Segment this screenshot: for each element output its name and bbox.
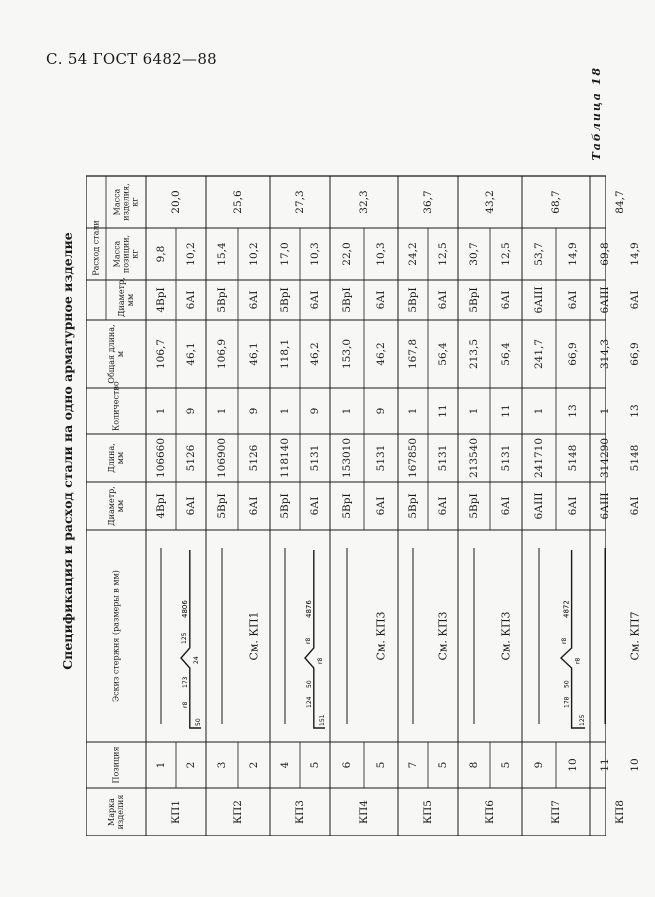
table-label: Таблица 18 <box>590 66 603 161</box>
row-quantity: 1 <box>468 407 480 415</box>
kp1-rod-sketch <box>181 550 202 728</box>
row-quantity: 9 <box>248 407 260 415</box>
item-mass: 36,7 <box>422 190 434 214</box>
row-position: 1 <box>155 761 167 769</box>
row-position: 9 <box>533 761 545 769</box>
row-length: 5148 <box>629 444 641 472</box>
scheme-ref: См. КП3 <box>436 611 450 661</box>
scheme-ref: См. КП1 <box>247 611 261 661</box>
row-usage-diameter: 5ВрI <box>468 287 480 313</box>
row-position: 4 <box>279 761 291 769</box>
row-diameter: 6АI <box>567 496 579 516</box>
dim-label: r8 <box>561 637 568 644</box>
item-mark: КП7 <box>550 800 562 824</box>
header-usage-mass: Масса позиции, кг <box>112 234 140 274</box>
row-length: 213540 <box>468 437 480 479</box>
row-length: 5131 <box>500 444 512 472</box>
row-usage-diameter: 5ВрI <box>407 287 419 313</box>
row-usage-diameter: 5ВрI <box>279 287 291 313</box>
dim-label: 173 <box>181 676 189 688</box>
item-mark: КП3 <box>294 800 306 824</box>
row-diameter: 5ВрI <box>407 493 419 519</box>
row-usage-diameter: 4ВрI <box>155 287 167 313</box>
row-diameter: 6АIII <box>599 492 611 520</box>
scheme-ref: См. КП7 <box>628 611 642 661</box>
dim-label: 178 <box>563 696 571 708</box>
dim-label: r8 <box>305 637 312 644</box>
row-usage-diameter: 6АI <box>437 290 449 310</box>
row-quantity: 13 <box>567 404 579 418</box>
row-position: 11 <box>599 758 611 772</box>
row-usage-mass: 10,2 <box>185 242 197 266</box>
row-usage-mass: 17,0 <box>279 242 291 266</box>
row-usage-diameter: 6АI <box>629 290 641 310</box>
row-quantity: 9 <box>185 407 197 415</box>
dim-main: 4806 <box>180 600 189 618</box>
row-diameter: 6АIII <box>533 492 545 520</box>
row-quantity: 1 <box>279 407 291 415</box>
row-diameter: 6АI <box>629 496 641 516</box>
row-total-length: 106,7 <box>155 338 167 370</box>
item-mark: КП8 <box>614 800 626 824</box>
row-quantity: 1 <box>407 407 419 415</box>
row-position: 3 <box>216 761 228 769</box>
row-total-length: 153,0 <box>341 338 353 370</box>
scheme-ref: См. КП3 <box>499 611 513 661</box>
row-total-length: 314,3 <box>599 338 611 370</box>
row-position: 10 <box>629 758 641 772</box>
row-quantity: 1 <box>216 407 228 415</box>
row-length: 5148 <box>567 444 579 472</box>
row-length: 5131 <box>437 444 449 472</box>
row-usage-mass: 24,2 <box>407 242 419 266</box>
dim-label: 24 <box>192 656 200 664</box>
header-position: Позиция <box>111 746 121 784</box>
row-quantity: 9 <box>375 407 387 415</box>
dim-label: r8 <box>316 657 324 664</box>
row-usage-diameter: 6АI <box>375 290 387 310</box>
row-quantity: 1 <box>533 407 545 415</box>
row-quantity: 11 <box>500 404 512 418</box>
row-position: 8 <box>468 761 480 769</box>
row-position: 5 <box>500 761 512 769</box>
row-diameter: 6АI <box>185 496 197 516</box>
row-usage-diameter: 6АI <box>500 290 512 310</box>
row-usage-mass: 14,9 <box>629 242 641 266</box>
item-mass: 20,0 <box>170 190 182 214</box>
page-header: С. 54 ГОСТ 6482—88 <box>46 50 218 68</box>
row-length: 5131 <box>309 444 321 472</box>
row-diameter: 5ВрI <box>468 493 480 519</box>
dim-label: 50 <box>305 680 313 688</box>
item-mark: КП5 <box>422 800 434 824</box>
header-scheme: Эскиз стержня (размеры в мм) <box>111 570 121 702</box>
row-length: 5126 <box>248 444 260 472</box>
row-total-length: 106,9 <box>216 338 228 370</box>
row-diameter: 5ВрI <box>216 493 228 519</box>
header-total-length: Общая длина, м <box>107 324 125 384</box>
kp3-rod-sketch <box>305 550 326 728</box>
dim-main: 4876 <box>304 600 313 618</box>
row-quantity: 13 <box>629 404 641 418</box>
row-usage-mass: 12,5 <box>500 242 512 266</box>
row-quantity: 1 <box>341 407 353 415</box>
row-usage-mass: 15,4 <box>216 242 228 266</box>
row-usage-mass: 10,3 <box>309 242 321 266</box>
item-mark: КП1 <box>170 800 182 824</box>
row-diameter: 6АI <box>248 496 260 516</box>
row-length: 167850 <box>407 437 419 479</box>
scheme-ref: См. КП3 <box>374 611 388 661</box>
row-usage-mass: 14,9 <box>567 242 579 266</box>
item-mass: 68,7 <box>550 190 562 214</box>
dim-label: 50 <box>195 718 202 726</box>
row-total-length: 66,9 <box>629 342 641 366</box>
row-length: 314290 <box>599 437 611 479</box>
dim-label: r8 <box>181 701 189 708</box>
row-position: 2 <box>248 761 260 769</box>
row-position: 2 <box>185 761 197 769</box>
row-position: 5 <box>309 761 321 769</box>
row-usage-diameter: 6АI <box>567 290 579 310</box>
row-total-length: 241,7 <box>533 338 545 370</box>
row-total-length: 46,1 <box>185 342 197 366</box>
row-total-length: 167,8 <box>407 338 419 370</box>
row-usage-mass: 53,7 <box>533 242 545 266</box>
item-mark: КП4 <box>358 800 370 824</box>
row-position: 6 <box>341 761 353 769</box>
header-quantity: Количество <box>111 381 121 431</box>
dim-label: 50 <box>563 680 571 688</box>
row-position: 7 <box>407 761 419 769</box>
row-position: 10 <box>567 758 579 772</box>
row-length: 118140 <box>279 437 291 479</box>
item-mass: 43,2 <box>484 190 496 214</box>
row-total-length: 56,4 <box>500 342 512 366</box>
row-usage-mass: 12,5 <box>437 242 449 266</box>
row-position: 5 <box>375 761 387 769</box>
item-mass: 27,3 <box>294 190 306 214</box>
row-length: 106900 <box>216 437 228 479</box>
header-diameter: Диаметр, мм <box>107 486 125 526</box>
row-usage-mass: 10,2 <box>248 242 260 266</box>
row-quantity: 9 <box>309 407 321 415</box>
row-total-length: 46,1 <box>248 342 260 366</box>
header-length: Длина, мм <box>107 443 125 473</box>
item-mass: 32,3 <box>358 190 370 214</box>
row-length: 5126 <box>185 444 197 472</box>
row-diameter: 6АI <box>375 496 387 516</box>
row-length: 5131 <box>375 444 387 472</box>
row-length: 241710 <box>533 437 545 479</box>
row-quantity: 1 <box>155 407 167 415</box>
row-usage-mass: 30,7 <box>468 242 480 266</box>
dim-label: 125 <box>579 714 586 726</box>
row-total-length: 118,1 <box>279 338 291 370</box>
dim-label: 151 <box>319 714 326 726</box>
row-length: 106660 <box>155 437 167 479</box>
dim-main: 4872 <box>562 600 571 618</box>
row-usage-diameter: 6АI <box>309 290 321 310</box>
row-usage-diameter: 6АI <box>248 290 260 310</box>
row-usage-diameter: 5ВрI <box>216 287 228 313</box>
dim-label: 125 <box>181 632 188 644</box>
table-title: Спецификация и расход стали на одно арматурное изделие <box>60 232 75 670</box>
row-diameter: 6АI <box>500 496 512 516</box>
item-mass: 84,7 <box>614 190 626 214</box>
row-usage-mass: 9,8 <box>155 245 167 263</box>
kp7-rod-sketch <box>561 550 586 728</box>
row-usage-diameter: 6АIII <box>599 286 611 314</box>
dim-label: 124 <box>305 696 313 708</box>
item-mark: КП6 <box>484 800 496 824</box>
row-diameter: 4ВрI <box>155 493 167 519</box>
spec-table <box>86 66 642 836</box>
row-diameter: 6АI <box>437 496 449 516</box>
row-total-length: 213,5 <box>468 338 480 370</box>
rotated-table-page <box>60 66 642 836</box>
header-steel-usage: Расход стали <box>91 220 101 276</box>
row-total-length: 46,2 <box>309 342 321 366</box>
row-diameter: 5ВрI <box>279 493 291 519</box>
row-usage-mass: 10,3 <box>375 242 387 266</box>
header-usage-diameter: Диаметр, мм <box>117 277 135 317</box>
row-quantity: 1 <box>599 407 611 415</box>
row-total-length: 66,9 <box>567 342 579 366</box>
row-position: 5 <box>437 761 449 769</box>
row-diameter: 5ВрI <box>341 493 353 519</box>
row-usage-diameter: 6АI <box>185 290 197 310</box>
header-mark: Марка изделия <box>107 794 125 830</box>
row-total-length: 56,4 <box>437 342 449 366</box>
row-diameter: 6АI <box>309 496 321 516</box>
item-mark: КП2 <box>232 800 244 824</box>
dim-label: r8 <box>574 657 582 664</box>
row-usage-diameter: 5ВрI <box>341 287 353 313</box>
header-item-mass: Масса изделия, кг <box>112 183 140 221</box>
row-usage-diameter: 6АIII <box>533 286 545 314</box>
item-mass: 25,6 <box>232 190 244 214</box>
row-length: 153010 <box>341 437 353 479</box>
row-total-length: 46,2 <box>375 342 387 366</box>
row-quantity: 11 <box>437 404 449 418</box>
row-usage-mass: 22,0 <box>341 242 353 266</box>
row-usage-mass: 69,8 <box>599 242 611 266</box>
